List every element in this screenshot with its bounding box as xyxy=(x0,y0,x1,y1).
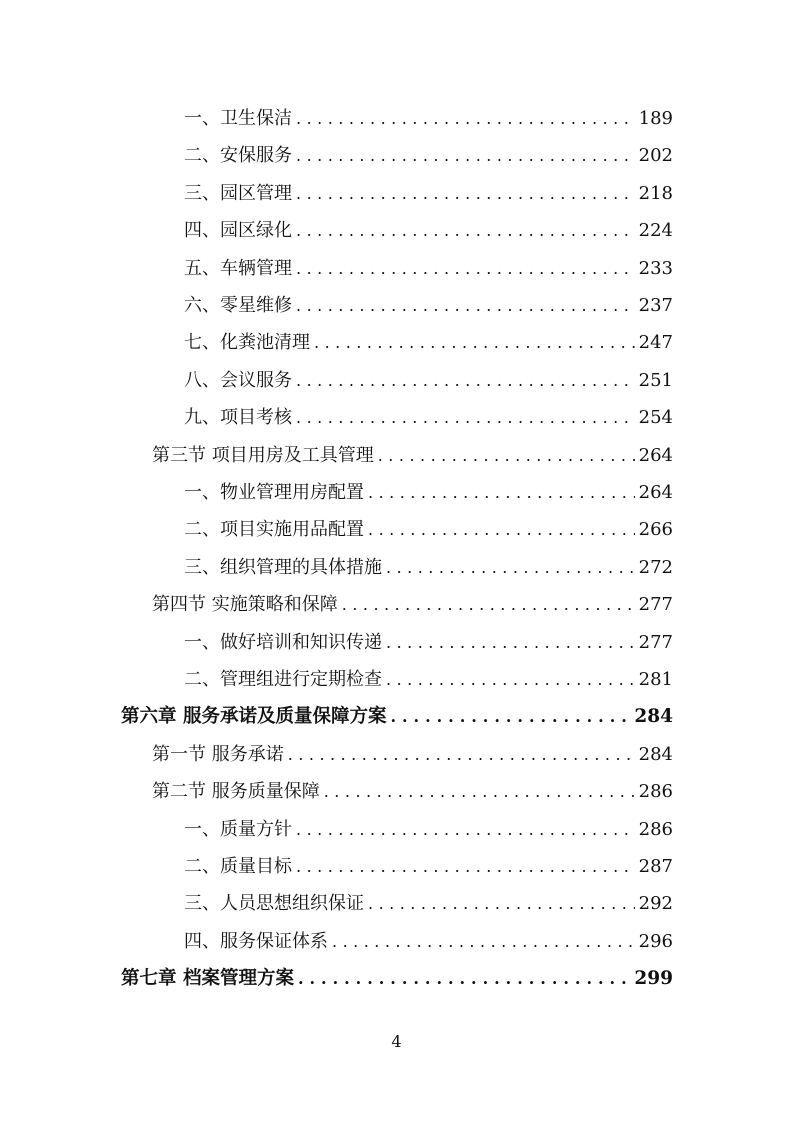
toc-entry[interactable] xyxy=(184,212,673,249)
toc-entry[interactable] xyxy=(184,287,673,324)
toc-entry-label: 七、化粪池清理 xyxy=(184,332,310,354)
toc-entry-label: 一、物业管理用房配置 xyxy=(184,482,364,503)
dot-leader xyxy=(368,511,635,548)
dot-leader xyxy=(296,399,635,436)
toc-section-entry[interactable] xyxy=(152,437,673,474)
toc-entry[interactable] xyxy=(184,811,673,848)
toc-entry-page: 299 xyxy=(634,968,673,990)
dot-leader xyxy=(296,848,635,885)
toc-entry[interactable] xyxy=(184,661,673,698)
toc-entry-label: 一、卫生保洁 xyxy=(184,108,292,129)
dot-leader xyxy=(314,324,635,361)
toc-entry-page: 296 xyxy=(638,930,673,952)
toc-entry-page: 218 xyxy=(638,182,673,204)
toc-section-entry[interactable] xyxy=(152,736,673,773)
dot-leader xyxy=(298,960,630,997)
toc-entry-label: 四、园区绿化 xyxy=(184,220,292,242)
toc-entry-label: 二、安保服务 xyxy=(184,145,292,167)
toc-entry-page: 202 xyxy=(638,145,673,167)
dot-leader xyxy=(296,362,635,399)
toc-entry-page: 272 xyxy=(638,556,673,578)
toc-entry[interactable] xyxy=(184,137,673,174)
toc-entry-page: 247 xyxy=(638,332,673,354)
toc-entry[interactable] xyxy=(184,324,673,361)
toc-entry[interactable] xyxy=(184,624,673,661)
dot-leader xyxy=(368,474,635,511)
toc-entry-label: 八、会议服务 xyxy=(184,369,292,391)
dot-leader xyxy=(296,287,635,324)
toc-chapter-entry[interactable] xyxy=(121,960,673,997)
toc-entry-page: 189 xyxy=(638,108,673,129)
toc-entry-page: 284 xyxy=(638,743,673,765)
toc-entry-label: 六、零星维修 xyxy=(184,295,292,316)
toc-entry[interactable] xyxy=(184,362,673,399)
dot-leader xyxy=(390,698,630,735)
toc-entry-label: 三、园区管理 xyxy=(184,182,292,204)
toc-entry-label: 五、车辆管理 xyxy=(184,257,292,279)
toc-entry-label: 三、组织管理的具体措施 xyxy=(184,556,382,578)
toc-entry-label: 二、项目实施用品配置 xyxy=(184,519,364,541)
toc-entry-page: 266 xyxy=(638,519,673,541)
dot-leader xyxy=(378,437,635,474)
dot-leader xyxy=(296,811,635,848)
dot-leader xyxy=(296,137,635,174)
toc-entry-page: 233 xyxy=(638,257,673,279)
toc-entry-page: 264 xyxy=(638,482,673,503)
toc-entry-page: 284 xyxy=(634,706,673,728)
dot-leader xyxy=(342,586,635,623)
toc-entry-page: 251 xyxy=(638,369,673,391)
toc-entry-label: 一、质量方针 xyxy=(184,818,292,840)
dot-leader xyxy=(296,250,635,287)
dot-leader xyxy=(386,549,635,586)
toc-entry-page: 286 xyxy=(638,781,673,803)
dot-leader xyxy=(332,923,635,960)
toc-entry[interactable] xyxy=(184,848,673,885)
toc-entry[interactable] xyxy=(184,100,673,137)
toc-entry[interactable] xyxy=(184,923,673,960)
toc-entry[interactable] xyxy=(184,885,673,922)
toc-entry-page: 237 xyxy=(638,295,673,316)
toc-entry-page: 286 xyxy=(638,818,673,840)
toc-entry[interactable] xyxy=(184,474,673,511)
toc-entry[interactable] xyxy=(184,250,673,287)
toc-section-entry[interactable] xyxy=(152,773,673,810)
toc-entry-page: 287 xyxy=(638,856,673,877)
toc-entry-page: 254 xyxy=(638,407,673,429)
toc-entry-label: 二、质量目标 xyxy=(184,856,292,877)
toc-entry-label: 一、做好培训和知识传递 xyxy=(184,631,382,653)
dot-leader xyxy=(296,175,635,212)
toc-entry-page: 281 xyxy=(638,669,673,690)
toc-entry-label: 第七章 档案管理方案 xyxy=(121,968,294,990)
dot-leader xyxy=(368,885,635,922)
toc-entry-page: 224 xyxy=(638,220,673,242)
toc-entry-page: 264 xyxy=(638,444,673,466)
dot-leader xyxy=(296,212,635,249)
dot-leader xyxy=(324,773,635,810)
toc-entry[interactable] xyxy=(184,399,673,436)
page-number: 4 xyxy=(391,1032,402,1051)
dot-leader xyxy=(386,661,635,698)
toc-entry[interactable] xyxy=(184,549,673,586)
toc-entry-label: 第四节 实施策略和保障 xyxy=(152,594,338,616)
toc-entry-label: 第三节 项目用房及工具管理 xyxy=(152,444,374,466)
toc-entry-page: 292 xyxy=(638,893,673,915)
dot-leader xyxy=(386,624,635,661)
toc-section-entry[interactable] xyxy=(152,586,673,623)
toc-entry[interactable] xyxy=(184,511,673,548)
toc-entry-label: 二、管理组进行定期检查 xyxy=(184,669,382,690)
dot-leader xyxy=(296,100,635,137)
toc-chapter-entry[interactable] xyxy=(121,698,673,735)
toc-entry-label: 第六章 服务承诺及质量保障方案 xyxy=(121,706,387,728)
dot-leader xyxy=(288,736,635,773)
toc-entry[interactable] xyxy=(184,175,673,212)
toc-entry-label: 第一节 服务承诺 xyxy=(152,743,284,765)
toc-entry-label: 三、人员思想组织保证 xyxy=(184,893,364,915)
toc-entry-label: 九、项目考核 xyxy=(184,407,292,429)
toc-entry-label: 第二节 服务质量保障 xyxy=(152,781,320,803)
toc-entry-page: 277 xyxy=(638,594,673,616)
toc-entry-page: 277 xyxy=(638,631,673,653)
toc-entry-label: 四、服务保证体系 xyxy=(184,930,328,952)
